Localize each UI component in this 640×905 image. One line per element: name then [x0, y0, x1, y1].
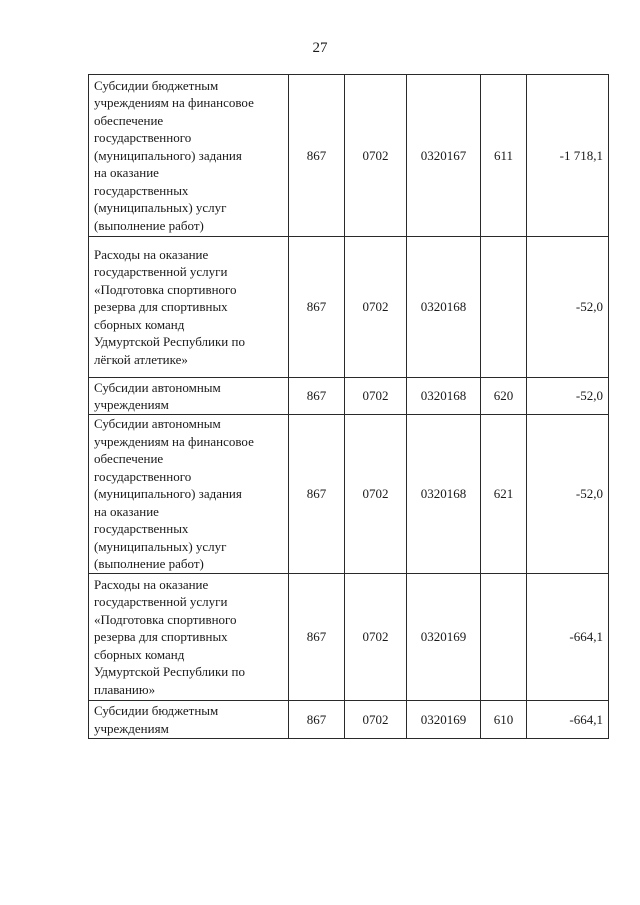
section-code-cell: 0702	[345, 415, 407, 574]
page-number: 27	[312, 40, 328, 56]
expense-name-line: сборных команд	[94, 316, 185, 332]
expense-name-line: государственных	[94, 182, 189, 198]
expense-name-line: (выполнение работ)	[94, 217, 204, 233]
table-row	[89, 237, 609, 378]
grbs-code-cell: 867	[289, 415, 345, 574]
grbs-code-cell: 867	[289, 701, 345, 739]
expense-name-line: резерва для спортивных	[94, 629, 228, 645]
expense-name-line: обеспечение	[94, 112, 164, 128]
grbs-code-cell: 867	[289, 75, 345, 237]
table-row	[89, 415, 609, 574]
expense-name-line: Субсидии автономным	[94, 379, 221, 395]
expense-name-line: Удмуртской Республики по	[94, 334, 245, 350]
expense-name-line: (муниципальных) услуг	[94, 538, 227, 554]
expense-name-line: плаванию»	[94, 681, 156, 697]
expense-name-line: «Подготовка спортивного	[94, 281, 237, 297]
expense-name-cell	[89, 75, 289, 237]
amount-cell: -52,0	[527, 415, 609, 574]
amount-cell: -664,1	[527, 701, 609, 739]
amount-cell: -664,1	[527, 574, 609, 701]
section-code-cell: 0702	[345, 378, 407, 415]
expense-name-line: государственной услуги	[94, 594, 228, 610]
expense-name-line: лёгкой атлетике»	[94, 351, 188, 367]
expense-name-cell	[89, 378, 289, 415]
amount-cell: -52,0	[527, 237, 609, 378]
expense-name-line: сборных команд	[94, 646, 185, 662]
expense-type-cell: 610	[481, 701, 527, 739]
expense-name-line: на оказание	[94, 503, 159, 519]
expense-name-line: (муниципальных) услуг	[94, 200, 227, 216]
expense-name-line: (муниципального) задания	[94, 147, 242, 163]
section-code-cell: 0702	[345, 701, 407, 739]
expense-name-line: (выполнение работ)	[94, 556, 204, 572]
expense-name-line: Расходы на оказание	[94, 576, 209, 592]
expense-name-line: учреждениям	[94, 720, 169, 736]
expense-name-line: Удмуртской Республики по	[94, 664, 245, 680]
expense-name-line: резерва для спортивных	[94, 299, 228, 315]
expense-name-line: «Подготовка спортивного	[94, 611, 237, 627]
amount-cell: -52,0	[527, 378, 609, 415]
section-code-cell: 0702	[345, 237, 407, 378]
expense-name-line: государственного	[94, 468, 192, 484]
table-row	[89, 701, 609, 739]
expense-name-line: государственных	[94, 521, 189, 537]
expense-type-cell	[481, 574, 527, 701]
expense-name-line: Субсидии автономным	[94, 416, 221, 432]
expense-name-cell	[89, 701, 289, 739]
expense-name-cell	[89, 574, 289, 701]
target-code-cell: 0320169	[407, 701, 481, 739]
target-code-cell: 0320169	[407, 574, 481, 701]
expense-name-line: государственной услуги	[94, 264, 228, 280]
target-code-cell: 0320168	[407, 415, 481, 574]
section-code-cell: 0702	[345, 75, 407, 237]
expense-name-line: на оказание	[94, 165, 159, 181]
target-code-cell: 0320168	[407, 237, 481, 378]
expense-name-line: (муниципального) задания	[94, 486, 242, 502]
table-row	[89, 378, 609, 415]
grbs-code-cell: 867	[289, 237, 345, 378]
expense-name-cell	[89, 237, 289, 378]
expense-name-line: учреждениям на финансовое	[94, 433, 254, 449]
expense-name-line: государственного	[94, 130, 192, 146]
target-code-cell: 0320168	[407, 378, 481, 415]
section-code-cell: 0702	[345, 574, 407, 701]
budget-table-body	[89, 75, 609, 739]
expense-name-line: Субсидии бюджетным	[94, 703, 219, 718]
expense-type-cell: 611	[481, 75, 527, 237]
grbs-code-cell: 867	[289, 378, 345, 415]
expense-name-line: учреждениям на финансовое	[94, 95, 254, 111]
expense-name-line: Субсидии бюджетным	[94, 77, 219, 93]
expense-type-cell	[481, 237, 527, 378]
expense-name-line: учреждениям	[94, 397, 169, 412]
expense-name-cell	[89, 415, 289, 574]
expense-type-cell: 620	[481, 378, 527, 415]
expense-type-cell: 621	[481, 415, 527, 574]
table-row	[89, 75, 609, 237]
table-row	[89, 574, 609, 701]
grbs-code-cell: 867	[289, 574, 345, 701]
budget-table	[88, 74, 609, 739]
amount-cell: -1 718,1	[527, 75, 609, 237]
target-code-cell: 0320167	[407, 75, 481, 237]
expense-name-line: обеспечение	[94, 451, 164, 467]
expense-name-line: Расходы на оказание	[94, 246, 209, 262]
